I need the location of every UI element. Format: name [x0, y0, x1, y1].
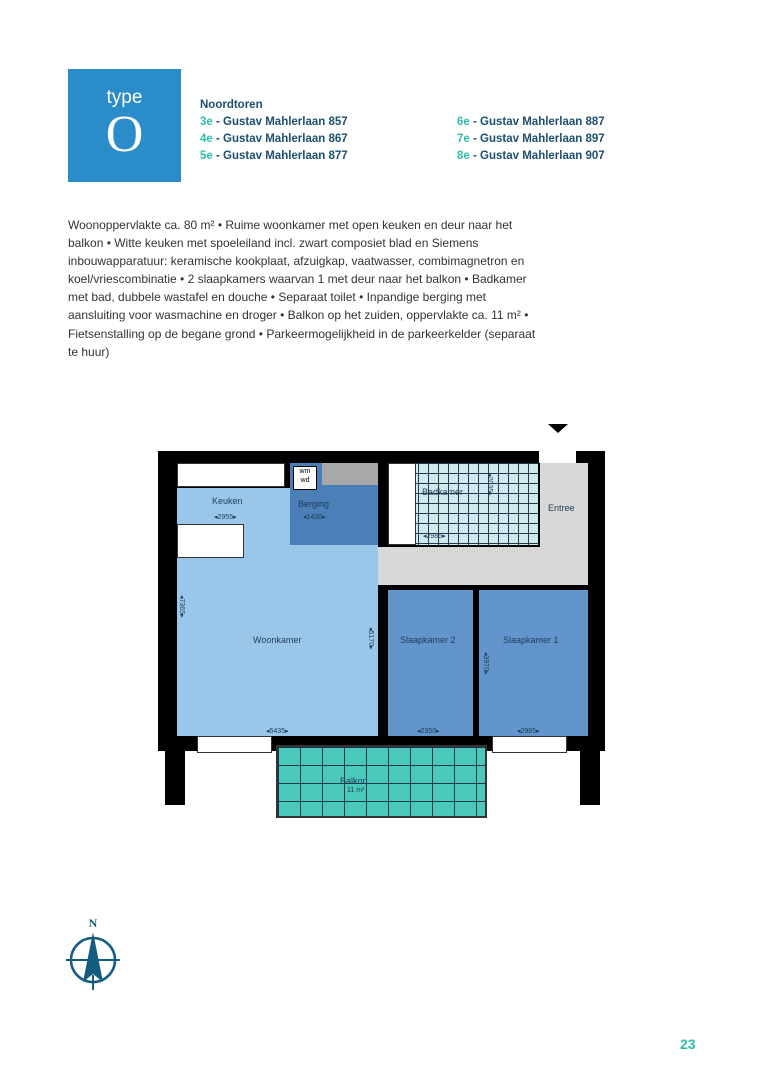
dimension: ◂7365▸: [178, 595, 185, 618]
dimension: ◂3970▸: [482, 652, 489, 675]
address-text: 6e: [457, 116, 470, 128]
plan-element: [539, 451, 576, 463]
plan-element: [322, 463, 378, 485]
plan-element: N: [88, 916, 98, 930]
room-label-balkon: Balkon: [340, 776, 368, 786]
dimension: ◂5170▸: [367, 627, 374, 650]
dimension: ◂2985▸: [423, 533, 446, 540]
room-label-keuken: Keuken: [212, 496, 243, 506]
plan-element: [580, 750, 600, 805]
hallway: [378, 547, 588, 585]
room-label-entree: Entree: [548, 503, 575, 513]
address-text: -: [469, 150, 481, 162]
kitchen-island: [177, 524, 244, 558]
room-label-slaapkamer1: Slaapkamer 1: [503, 635, 559, 645]
address-text: Gustav Mahlerlaan 867: [223, 133, 348, 145]
address-text: -: [212, 116, 224, 128]
address-text: -: [469, 116, 481, 128]
dimension: ◂2350▸: [417, 728, 440, 735]
dimension: ◂2035▸: [486, 473, 493, 496]
type-word: type: [106, 87, 143, 108]
plan-element: [64, 930, 122, 992]
address-text: 7e: [457, 133, 470, 145]
window: [197, 736, 272, 753]
address-text: Gustav Mahlerlaan 887: [480, 116, 605, 128]
balkon-area: [276, 745, 487, 818]
address-text: 4e: [200, 133, 213, 145]
address-text: 8e: [457, 150, 470, 162]
dimension: ◂1430▸: [303, 514, 326, 521]
plan-element: wm: [299, 468, 311, 475]
room-label-woonkamer: Woonkamer: [253, 635, 302, 645]
address-text: -: [469, 133, 481, 145]
address-text: 3e: [200, 116, 213, 128]
address-text: Gustav Mahlerlaan 907: [480, 150, 605, 162]
address-text: Gustav Mahlerlaan 857: [223, 116, 348, 128]
dimension: ◂5435▸: [266, 728, 289, 735]
washer-dryer: [293, 466, 317, 490]
bathtub: [388, 463, 416, 545]
entrance-arrow-icon: [548, 424, 568, 433]
room-label-badkamer: Badkamer: [422, 487, 464, 497]
window: [492, 736, 567, 753]
page-number: 23: [680, 1036, 696, 1052]
building-name: Noordtoren: [200, 99, 263, 111]
room-label-berging: Berging: [298, 499, 330, 509]
type-letter: O: [105, 106, 144, 163]
kitchen-counter: [177, 463, 285, 487]
compass-north-icon: [64, 916, 122, 992]
dimension: ◂2955▸: [214, 514, 237, 521]
apartment-description: Woonoppervlakte ca. 80 m² • Ruime woonkamer met open keuken en deur naar het balkon • Witte keuken met spoeleiland incl. zwart composiet blad en Siemens inbouwapparatuur: keramische kookplaat, afzuigkap, vaatwasser, combimagnetron en koel/vriescombinatie • 2 slaapkamers waarvan 1 met deur naar het balkon • Badkamer met bad, dubbele wastafel en douche • Separaat toilet • Inpandige berging met aansluiting voor wasmachine en droger • Balkon op het zuiden, oppervlakte ca. 11 m² • Fietsenstalling op de begane grond • Parkeermogelijkheid in de parkeerkelder (separaat te huur): [68, 218, 536, 359]
slaapkamer1-area: [479, 590, 588, 736]
address-text: -: [212, 150, 224, 162]
address-text: 5e: [200, 150, 213, 162]
address-text: -: [212, 133, 224, 145]
balkon-area-label: 11 m²: [347, 787, 365, 794]
slaapkamer2-area: [388, 590, 473, 736]
address-text: Gustav Mahlerlaan 877: [223, 150, 348, 162]
plan-element: [165, 750, 185, 805]
room-label-slaapkamer2: Slaapkamer 2: [400, 635, 456, 645]
address-text: Gustav Mahlerlaan 897: [480, 133, 605, 145]
dimension: ◂2985▸: [517, 728, 540, 735]
plan-element: wd: [300, 477, 310, 484]
